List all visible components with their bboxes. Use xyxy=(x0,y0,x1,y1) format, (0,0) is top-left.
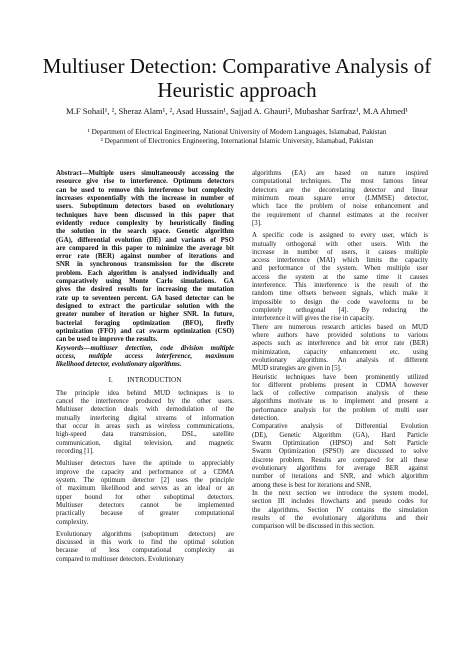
abstract-line: problem. Each algorithm is analysed individually and xyxy=(56,269,234,277)
body-text-line: results of the evolutionary algorithms and their xyxy=(252,514,428,522)
body-text-line: random time offsets between signals, which make it xyxy=(252,290,428,298)
abstract-line: SNR in synchronous transmission for the discrete xyxy=(56,261,234,269)
body-text-line: A specific code is assigned to every user, which is xyxy=(252,232,428,240)
abstract-line: bacterial foraging optimization (BFO), firefly xyxy=(56,319,234,327)
author-list: M.F Sohail¹, ², Sheraz Alam¹, ², Asad Hussain¹, Sajjad A. Ghauri², Mubashar Sarfraz¹, M.A Ahmed¹ xyxy=(66,106,408,116)
paper-title xyxy=(20,54,454,102)
title-line: Multiuser Detection: Comparative Analysis of xyxy=(42,54,432,78)
body-text-line: (DE), Genetic Algorithm (GA), Hard Particle xyxy=(252,431,428,439)
abstract-line: greater number of iteration or higher SNR. In future, xyxy=(56,311,234,319)
keywords-line: likelihood detector, evolutionary algorithms. xyxy=(56,361,182,369)
body-text-line: detectors are the decorrelating detector and linear xyxy=(252,186,428,194)
body-text-line: mutually interfering digital streams of information xyxy=(56,414,234,422)
abstract-line: the solution in the search space. Genetic algorithm xyxy=(56,228,234,236)
affiliation: ² Department of Electronics Engineering, International Islamic University, Islamabad, Pakistan xyxy=(100,137,374,145)
body-text-line: algorithms (EA) are based on nature inspired xyxy=(252,170,428,177)
body-text-line: recording [1]. xyxy=(56,448,94,455)
body-text-line: and performance of the system. When multiple user xyxy=(252,265,428,273)
body-text-line: interference. This interference is the result of the xyxy=(252,282,428,290)
body-text-line: performance analysis for the problem of multi user xyxy=(252,406,428,414)
body-text-line: In the next section we introduce the system model, xyxy=(252,489,428,497)
body-text-line: evolutionary algorithms. An analysis of different xyxy=(252,356,428,364)
body-text-line: Multiuser detection deals with demodulation of the xyxy=(56,406,234,414)
body-text-line: because of less computational complexity as xyxy=(56,547,234,555)
left-column xyxy=(56,170,234,564)
body-text-line: Comparative analysis of Differential Evolution xyxy=(252,423,428,431)
abstract-line: optimization (FFO) and cat swarm optimization (CSO) xyxy=(56,327,234,335)
abstract-line: techniques have been discussed in this paper that xyxy=(56,211,234,219)
affiliation: ¹ Department of Electrical Engineering, National University of Modern Languages, Islamabad, Pakistan xyxy=(87,128,387,136)
title-line: Heuristic approach xyxy=(157,78,317,102)
body-text-line: which face the problem of noise enhancement and xyxy=(252,203,428,211)
abstract-line: designed to extract the particular solution with the xyxy=(56,303,234,310)
body-text-line: interference it will gives the rise in capacity. xyxy=(252,315,375,323)
body-text-line: detection. xyxy=(252,415,279,423)
right-column xyxy=(252,170,428,531)
abstract-line: evidently reduce complexity by heuristically finding xyxy=(56,219,234,227)
body-text-line: completely orthogonal [4]. By reducing the xyxy=(252,307,428,314)
body-text-line: cancel the interference produced by the other users. xyxy=(56,398,234,406)
abstract-line: Abstract—Multiple users simultaneously accessing the xyxy=(56,170,234,177)
body-text-line: mutually orthogonal with other users. With the xyxy=(252,240,428,248)
body-text-line: compared to multiuser detectors. Evolutionary xyxy=(56,555,185,563)
body-text-line: Multiuser detectors cannot be implemented xyxy=(56,501,234,509)
body-text-line: complexity. xyxy=(56,518,89,526)
body-text-line: of maximum likelihood and serves as an ideal or an xyxy=(56,485,234,493)
body-text-line: access the system at the same time it causes xyxy=(252,273,428,281)
body-text-line: There are numerous research articles based on MUD xyxy=(252,323,428,331)
body-text-line: access interference (MAI) which limits the capacity xyxy=(252,257,428,265)
abstract-line: (GA), differential evolution (DE) and variants of PSO xyxy=(56,236,234,244)
body-text-line: upper bound for other suboptimal detectors. xyxy=(56,493,234,501)
body-text-line: algorithms motivate us to implement and present a xyxy=(252,398,428,406)
body-text-line: high-speed data transmission, DSL, satellite xyxy=(56,431,234,439)
body-text-line: discussed in this work to find the optimal solution xyxy=(56,539,234,547)
body-text-line: lack of collective comparison analysis of these xyxy=(252,390,428,398)
body-text-line: that occur in areas such as wireless communications, xyxy=(56,423,234,431)
body-text-line: improve the capacity and performance of a CDMA xyxy=(56,468,234,476)
abstract-line: can be used to improve the results. xyxy=(56,336,158,344)
body-text-line: Evolutionary algorithms (suboptimum detectors) are xyxy=(56,530,234,538)
body-text-line: The principle idea behind MUD techniques is to xyxy=(56,389,234,397)
abstract-line: gives the desired results for increasing the mutation xyxy=(56,286,234,294)
body-text-line: section III includes flowcharts and pseudo codes for xyxy=(252,498,428,506)
body-text-line: among these is best for iterations and SNR. xyxy=(252,481,372,489)
abstract-line: users. Suboptimum detectors based on evolutionary xyxy=(56,203,234,211)
body-text-line: for different problems present in CDMA however xyxy=(252,381,428,389)
body-text-line: number of iterations and SNR, and which algorithm xyxy=(252,473,428,481)
keywords-line: Keywords—multiuser detection, code division multiple xyxy=(56,344,234,352)
body-text-line: impossible to design the code waveforms to be xyxy=(252,298,428,306)
abstract-line: can be used to remove this interference but complexity xyxy=(56,186,234,194)
abstract-line: are compared in this paper to minimize the average bit xyxy=(56,244,234,252)
affiliations xyxy=(10,128,464,146)
body-text-line: Multiuser detectors have the aptitude to appreciably xyxy=(56,460,234,468)
body-text-line: the requirement of channel estimates at the receiver xyxy=(252,211,428,219)
abstract-line: comparatively using Monte Carlo simulations. GA xyxy=(56,278,234,286)
abstract-line: resource give rise to interference. Optimum detectors xyxy=(56,178,234,186)
body-text-line: [3]. xyxy=(252,219,262,227)
body-text-line: where authors have provided solutions to various xyxy=(252,331,428,339)
abstract-line: rate up to seventeen percent. GA based detector can be xyxy=(56,294,234,302)
body-text-line: aspects such as interference and bit error rate (BER) xyxy=(252,340,428,348)
body-text-line: MUD strategies are given in [5]. xyxy=(252,365,342,373)
body-text-line: discrete problem. Results are compared for all these xyxy=(252,456,428,464)
body-text-line: Swarm Optimization (HPSO) and Soft Particle xyxy=(252,440,428,447)
body-text-line: evolutionary algorithms for average BER against xyxy=(252,464,428,472)
body-text-line: Swarm Optimization (SPSO) are discussed to solve xyxy=(252,448,428,456)
abstract-line: error rate (BER) against number of iterations and xyxy=(56,253,234,261)
body-text-line: comparison will be discussed in this section. xyxy=(252,523,375,531)
body-text-line: computational techniques. The most famous linear xyxy=(252,178,428,186)
section-heading: I. INTRODUCTION xyxy=(108,375,182,384)
body-text-line: practically because of greater computational xyxy=(56,510,234,518)
abstract-line: increases exponentially with the increase in number of xyxy=(56,194,234,202)
body-text-line: system. The optimum detector [2] uses the principle xyxy=(56,476,234,484)
body-text-line: minimization, capacity enhancement etc. using xyxy=(252,348,428,356)
body-text-line: the algorithms. Section IV contains the simulation xyxy=(252,506,428,514)
body-text-line: increase in number of users, it causes multiple xyxy=(252,248,428,256)
body-text-line: communication, digital television, and magnetic xyxy=(56,439,234,447)
keywords-line: access, multiple access interference, maximum xyxy=(56,352,234,360)
body-text-line: Heuristic techniques have been prominently utilized xyxy=(252,373,428,381)
body-text-line: minimum mean square error (LMMSE) detector, xyxy=(252,194,428,202)
